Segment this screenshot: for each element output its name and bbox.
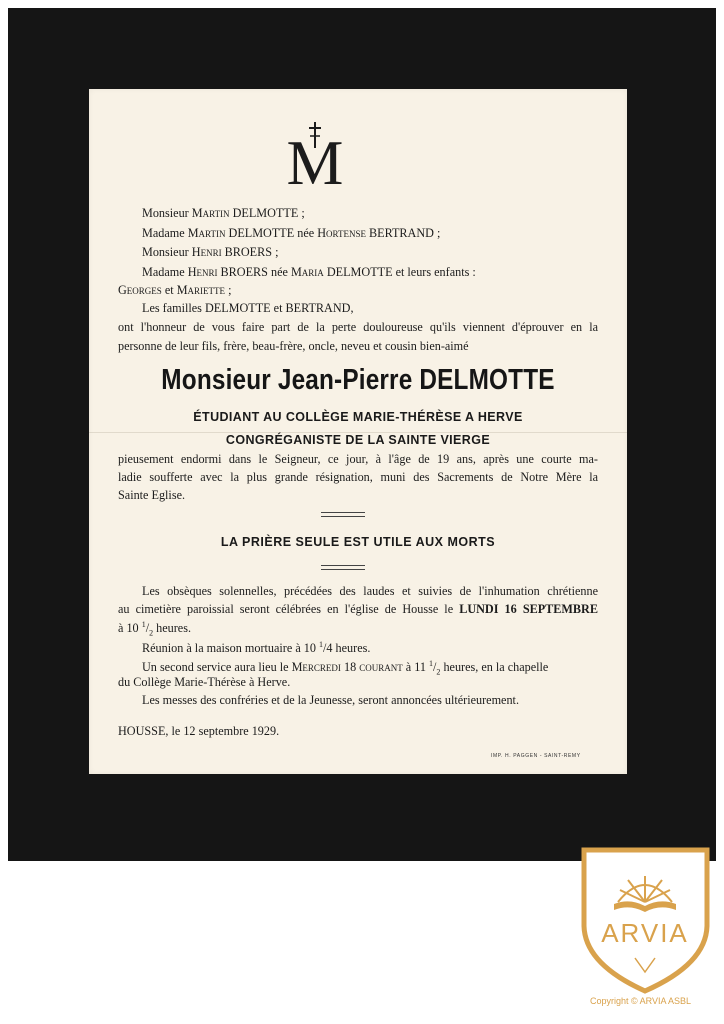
small-caps-name: Mercredi <box>291 660 341 675</box>
text-segment: / <box>433 660 437 675</box>
text-segment: BROERS ; <box>221 245 279 259</box>
meeting-line <box>142 638 370 655</box>
prayer-heading: LA PRIÈRE SEULE EST UTILE AUX MORTS <box>220 535 496 549</box>
text-segment: 1 <box>429 659 434 668</box>
text-segment: / <box>145 621 150 636</box>
text-segment: à 10 <box>118 621 142 636</box>
small-caps-name: Maria <box>290 265 324 279</box>
death-notice-line-3: Sainte Eglise. <box>118 488 186 502</box>
text-segment: et <box>161 283 177 297</box>
small-caps-name: Martin <box>187 226 226 240</box>
copyright-notice: Copyright © ARVIA ASBL <box>590 996 692 1006</box>
small-caps-name: Henri <box>191 245 222 259</box>
text-segment: Madame <box>142 265 188 279</box>
second-service-line-2: du Collège Marie-Thérèse à Herve. <box>118 675 291 689</box>
text-segment: Les familles DELMOTTE et BERTRAND, <box>142 301 354 315</box>
text-segment: BROERS née <box>217 265 291 279</box>
place-date: HOUSSE, le 12 septembre 1929. <box>118 724 280 738</box>
arvia-shield-logo-icon <box>578 846 713 996</box>
text-segment: DELMOTTE ; <box>229 206 305 220</box>
svg-text:M: M <box>286 127 344 188</box>
text-segment: DELMOTTE née <box>225 226 318 240</box>
funeral-line-1: Les obsèques solennelles, précédées des laudes et suivies de l'inhumation chrétienne <box>142 584 598 598</box>
text-segment: DELMOTTE et leurs enfants : <box>323 265 476 279</box>
family-line-3 <box>142 245 278 259</box>
printer-imprint: IMP. H. PAGGEN - SAINT-REMY <box>491 753 581 759</box>
text-segment: Monsieur <box>142 206 192 220</box>
intro-line-2: personne de leur fils, frère, beau-frère, oncle, neveu et cousin bien-aimé <box>118 339 469 353</box>
funeral-line-2: au cimetière paroissial seront célébrées en l'église de Housse le LUNDI 16 SEPTEMBRE <box>118 602 598 616</box>
marian-monogram-icon <box>283 122 347 188</box>
family-line-2 <box>142 226 440 240</box>
text-segment: Monsieur <box>142 245 192 259</box>
text-segment: ; <box>225 283 232 297</box>
text-segment: Un second service aura lieu le <box>142 660 292 675</box>
svg-text:ARVIA: ARVIA <box>601 918 689 948</box>
text-segment: Madame <box>142 226 188 240</box>
small-caps-name: Hortense <box>317 226 366 240</box>
title-congregation: CONGRÉGANISTE DE LA SAINTE VIERGE <box>225 433 491 447</box>
family-line-1 <box>142 206 305 220</box>
text-segment: /4 heures. <box>323 641 371 656</box>
title-student: ÉTUDIANT AU COLLÈGE MARIE-THÉRÈSE A HERVE <box>193 410 523 424</box>
divider-rule-1 <box>321 512 365 517</box>
death-notice-line-2: ladie soufferte avec la plus grande résignation, muni des Sacrements de Notre Mère la <box>118 470 598 484</box>
text-segment: 2 <box>149 628 154 638</box>
decedent-name: Monsieur Jean-Pierre DELMOTTE <box>161 364 555 396</box>
family-line-5 <box>118 283 231 297</box>
masses-line: Les messes des confréries et de la Jeunesse, seront annoncées ultérieurement. <box>142 693 519 707</box>
text-segment: 2 <box>436 667 441 677</box>
small-caps-name: courant <box>359 660 403 675</box>
small-caps-name: Martin <box>191 206 230 220</box>
text-segment: BERTRAND ; <box>365 226 441 240</box>
intro-line-1: ont l'honneur de vous faire part de la perte douloureuse qu'ils viennent d'éprouver en la <box>118 320 598 334</box>
text-segment: 18 <box>340 660 360 675</box>
divider-rule-2 <box>321 565 365 570</box>
family-line-6 <box>142 301 354 315</box>
small-caps-name: Georges <box>118 283 162 297</box>
family-line-4 <box>142 265 476 279</box>
small-caps-name: Mariette <box>176 283 226 297</box>
text-segment: 1 <box>141 620 146 629</box>
text-segment: heures, en la chapelle <box>440 660 549 675</box>
text-segment: à 11 <box>402 660 430 675</box>
text-segment: 1 <box>319 640 324 649</box>
text-segment: Réunion à la maison mortuaire à 10 <box>142 641 320 656</box>
text-segment: heures. <box>153 621 191 636</box>
small-caps-name: Henri <box>187 265 218 279</box>
death-notice-line-1: pieusement endormi dans le Seigneur, ce jour, à l'âge de 19 ans, après une courte ma- <box>118 452 598 466</box>
